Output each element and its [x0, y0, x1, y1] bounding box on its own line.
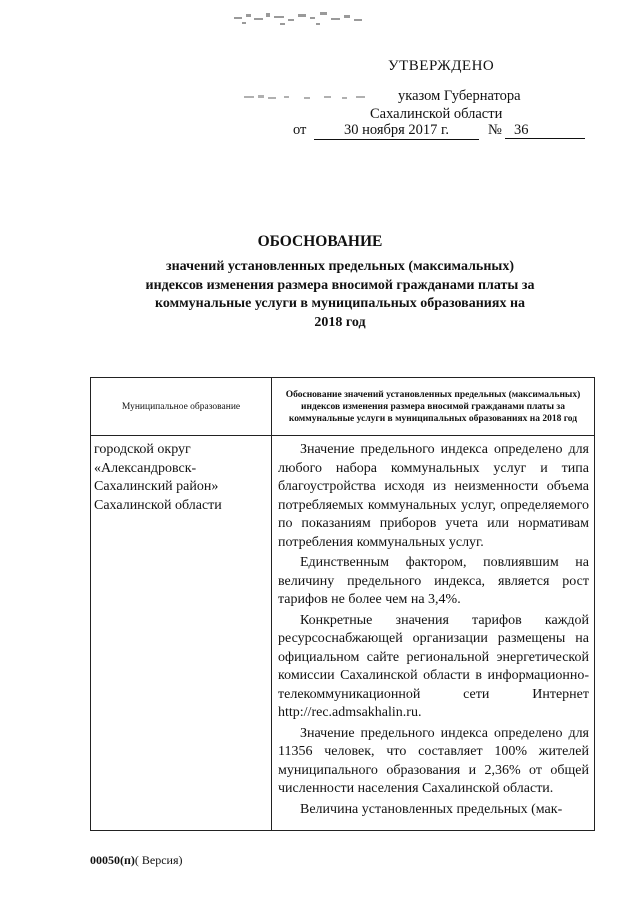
number-prefix: № — [488, 122, 502, 138]
justification-table — [90, 377, 595, 831]
date-prefix: от — [293, 122, 307, 138]
justification-paragraph: Значение предельного индекса определено для любого набора коммунальных услуг и типа благоустройства исходя из неизменности объема потребляемых коммунальных услуг, определяемого по показаниям приборов учета или нормативам потребления коммунальных услуг. — [278, 442, 589, 550]
footer-code: 00050(п) — [90, 853, 135, 867]
approval-decree: указом Губернатора — [398, 88, 521, 104]
signature-smudge — [244, 92, 384, 102]
justification-paragraph: Единственным фактором, повлиявшим на величину предельного индекса, является рост тарифов не более чем на 3,4%. — [278, 555, 589, 607]
footer-version-label: ( Версия) — [134, 853, 183, 867]
header-justification: Обоснование значений установленных предельных (максимальных) индексов изменения размера вносимой гражданами платы за коммунальные услуги в муниципальных образованиях на 2018 год — [272, 378, 595, 436]
municipality-cell: городской округ «Александровск-Сахалинский район» Сахалинской области — [91, 436, 272, 831]
justification-cell — [272, 436, 595, 831]
approval-title: УТВЕРЖДЕНО — [388, 58, 495, 74]
document-subheading: значений установленных предельных (максимальных) индексов изменения размера вносимой гражданами платы за коммунальные услуги в муниципальных образованиях на 2018 год — [145, 259, 535, 330]
scan-noise-mark — [232, 8, 372, 30]
footer-version — [90, 853, 183, 868]
justification-paragraph: Величина установленных предельных (мак- — [300, 801, 563, 817]
header-municipality: Муниципальное образование — [91, 378, 272, 436]
document-heading: ОБОСНОВАНИЕ — [257, 233, 383, 250]
justification-paragraph: Конкретные значения тарифов каждой ресурсоснабжающей организации размещены на официальном сайте региональной энергетической комиссии Сахалинской области в информационно-телекоммуникационной сети Интернет http://rec.admsakhalin.ru. — [278, 612, 589, 720]
approval-region: Сахалинской области — [370, 106, 503, 122]
justification-paragraph: Значение предельного индекса определено для 11356 человек, что составляет 100% жителей муниципального образования и 2,36% от общей численности населения Сахалинской области. — [278, 725, 589, 796]
table-row — [91, 436, 595, 831]
table-header-row — [91, 378, 595, 436]
approval-date: 30 ноября 2017 г. — [314, 122, 479, 140]
approval-number: 36 — [505, 122, 585, 139]
